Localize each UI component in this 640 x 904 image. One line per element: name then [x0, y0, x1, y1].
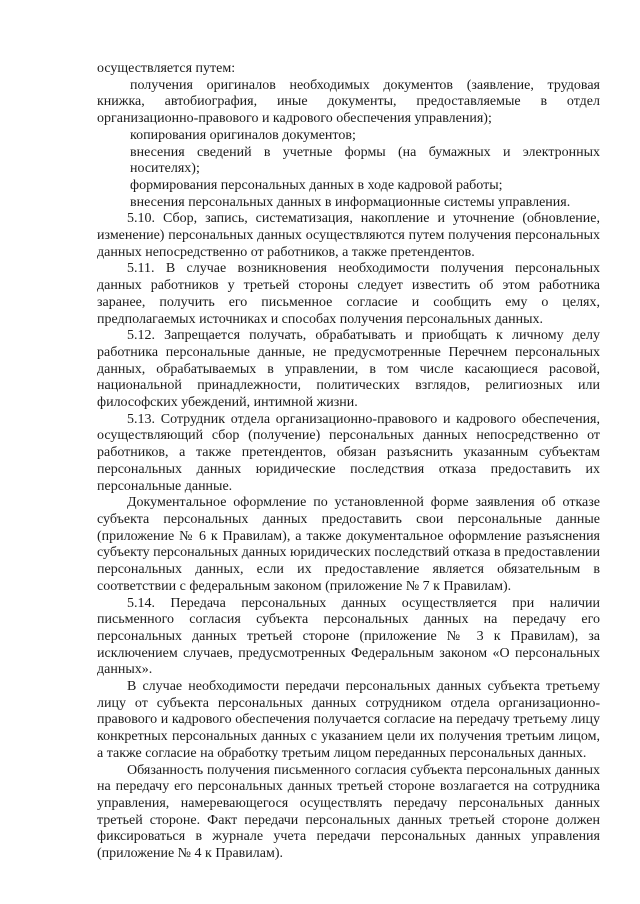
list-item: формирования персональных данных в ходе кадровой работы;	[130, 177, 503, 193]
paragraph-refusal-documentation: Документальное оформление по установленной форме заявления об отказе субъекта персональных данных предоставить свои персональные данные (приложение № 6 к Правилам), а также документальное оформление разъяснения субъекту персональных данных юридических последствий отказа в предоставлении персональных данных, если их предоставление является обязательным в соответствии с федеральным законом (приложение № 7 к Правилам).	[97, 495, 600, 594]
list-item: получения оригиналов необходимых документов (заявление, трудовая книжка, автобиография, иные документы, предоставляемые в отдел организационно-правового и кадрового обеспечения управления);	[97, 77, 600, 127]
paragraph-written-consent-duty: Обязанность получения письменного согласия субъекта персональных данных на передачу его персональных данных третьей стороне возлагается на сотрудника управления, намеревающегося осуществлять передачу персональных данных третьей стороне. Факт передачи персональных данных третьей стороне должен фиксироваться в журнале учета передачи персональных данных управления (приложение № 4 к Правилам).	[97, 762, 600, 862]
paragraph-5-10: 5.10. Сбор, запись, систематизация, накопление и уточнение (обновление, изменение) персональных данных осуществляются путем получения персональных данных непосредственно от работников, а также претендентов.	[97, 211, 600, 260]
intro-line: осуществляется путем:	[97, 61, 236, 76]
paragraph-5-12: 5.12. Запрещается получать, обрабатывать и приобщать к личному делу работника персональные данные, не предусмотренные Перечнем персональных данных, обрабатываемых в управлении, в том числе касающиеся расовой, национальной принадлежности, политических взглядов, религиозных или философских убеждений, интимной жизни.	[97, 328, 600, 411]
list-item: копирования оригиналов документов;	[130, 127, 356, 143]
list-item: внесения сведений в учетные формы (на бумажных и электронных носителях);	[130, 144, 600, 177]
paragraph-5-14: 5.14. Передача персональных данных осуществляется при наличии письменного согласия субъекта персональных данных на передачу его персональных данных третьей стороне (приложение № 3 к Правилам), за исключением случаев, предусмотренных Федеральным законом «О персональных данных».	[97, 595, 600, 678]
paragraph-5-13: 5.13. Сотрудник отдела организационно-правового и кадрового обеспечения, осуществляющий сбор (получение) персональных данных непосредственно от работников, а также претендентов, обязан разъяснить указанным субъектам персональных данных юридические последствия отказа предоставить их персональные данные.	[97, 411, 600, 494]
list-item: внесения персональных данных в информационные системы управления.	[130, 194, 571, 210]
document-body	[97, 61, 600, 863]
paragraph-third-party-consent: В случае необходимости передачи персональных данных субъекта третьему лицу от субъекта персональных данных сотрудником отдела организационно-правового и кадрового обеспечения получается согласие на передачу третьему лицу конкретных персональных данных с указанием цели их получения третьим лицом, а также согласие на обработку третьим лицом переданных персональных данных.	[97, 679, 600, 761]
paragraph-5-11: 5.11. В случае возникновения необходимости получения персональных данных работников у третьей стороны следует известить об этом работника заранее, получить его письменное согласие и сообщить ему о целях, предполагаемых источниках и способах получения персональных данных.	[97, 261, 600, 327]
